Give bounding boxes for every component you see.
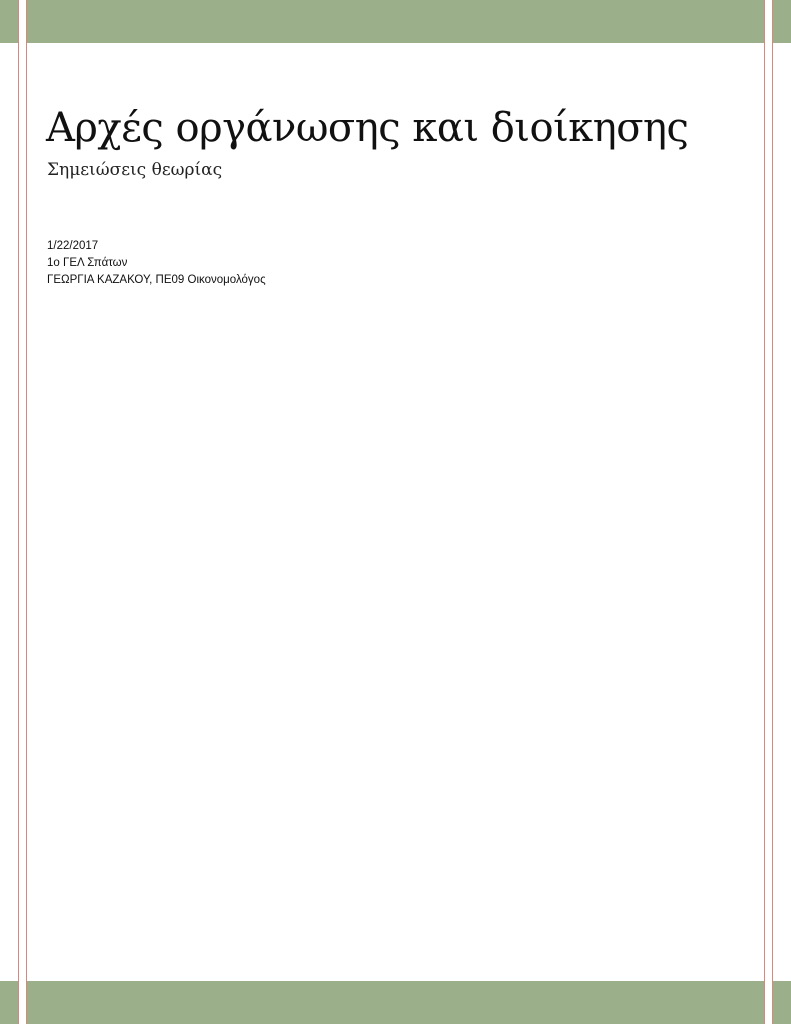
document-date: 1/22/2017	[47, 240, 99, 252]
right-outer-guide-line	[772, 0, 773, 1024]
left-inner-guide-line	[26, 0, 27, 1024]
bottom-color-band	[0, 981, 791, 1024]
school-name: 1ο ΓΕΛ Σπάτων	[47, 257, 128, 269]
document-meta-block	[47, 238, 266, 289]
document-title: Αρχές οργάνωσης και διοίκησης	[46, 105, 689, 151]
author-name: ΓΕΩΡΓΙΑ ΚΑΖΑΚΟΥ, ΠΕ09 Οικονομολόγος	[47, 274, 266, 286]
right-inner-guide-line	[764, 0, 765, 1024]
document-subtitle: Σημειώσεις θεωρίας	[47, 160, 223, 180]
left-outer-guide-line	[18, 0, 19, 1024]
top-color-band	[0, 0, 791, 43]
